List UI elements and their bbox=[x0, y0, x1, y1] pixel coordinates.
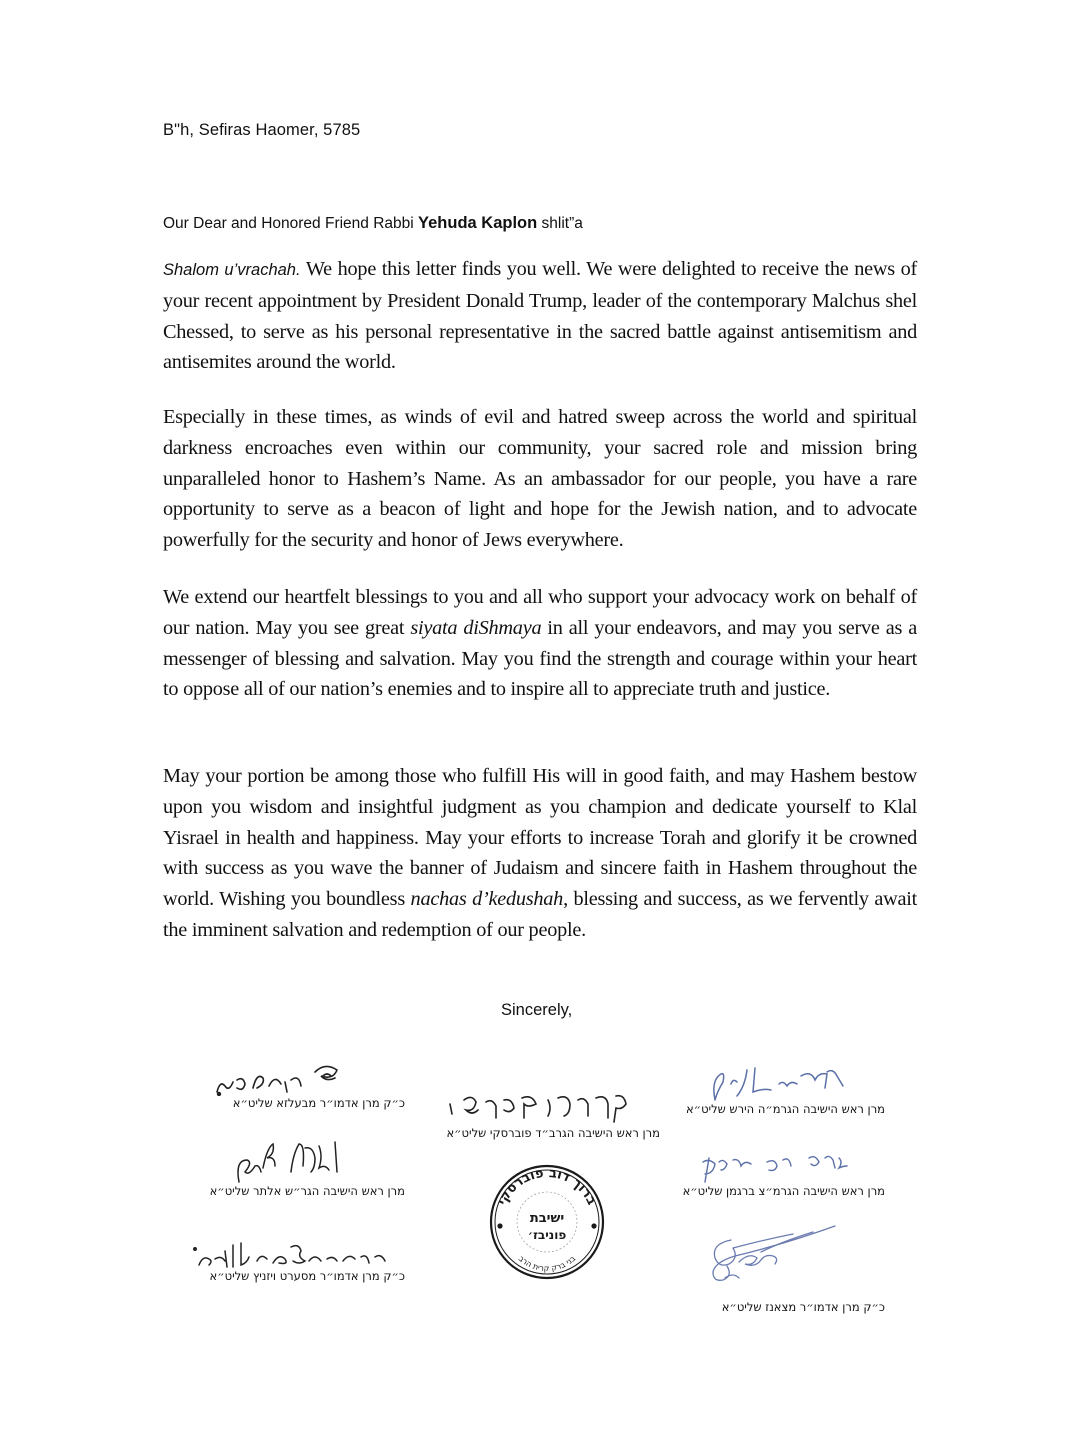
salutation-suffix: shlit”a bbox=[537, 215, 583, 232]
paragraph-text: , blessing and success, as we fervently await the imminent salvation and redemption of our people. bbox=[163, 888, 917, 941]
svg-text:ברוך דוב פוברסקי bbox=[495, 1166, 599, 1208]
closing: Sincerely, bbox=[501, 1001, 573, 1019]
signatory-title: מרן ראש הישיבה הגרמ״ה הירש שליט״א bbox=[685, 1102, 885, 1116]
recipient-name: Yehuda Kaplon bbox=[418, 214, 538, 232]
dateline: B"h, Sefiras Haomer, 5785 bbox=[163, 121, 361, 139]
handwritten-signature bbox=[675, 1218, 885, 1290]
handwritten-signature bbox=[195, 1138, 405, 1184]
seal-graphic bbox=[482, 1160, 612, 1285]
handwritten-signature bbox=[675, 1148, 885, 1184]
salutation bbox=[163, 214, 583, 233]
paragraph-mission: Especially in these times, as winds of evil and hatred sweep across the world and spiritual darkness encroaches even within our community, your sacred role and mission bring unparalleled honor to Hashem’s Name. As an ambassador for our people, you have a rare opportunity to serve as a beacon of light and hope for the Jewish nation, and to advocate powerfully for the security and honor of Jews everywhere. bbox=[163, 406, 917, 552]
signature-block bbox=[185, 1235, 405, 1283]
paragraph-blessings bbox=[163, 582, 917, 705]
handwritten-signature bbox=[675, 1062, 885, 1102]
paragraph-greeting bbox=[163, 254, 917, 378]
signatory-title: מרן ראש הישיבה הגרב״ד פוברסקי שליט״א bbox=[446, 1126, 660, 1140]
signatory-title: מרן ראש הישיבה הגר״ש אלתר שליט״א bbox=[209, 1184, 405, 1198]
greeting-italic: Shalom u’vrachah. bbox=[163, 261, 301, 279]
salutation-prefix: Our Dear and Honored Friend Rabbi bbox=[163, 215, 419, 232]
paragraph-text: We hope this letter finds you well. We were delighted to receive the news of your recent appointment by President Donald Trump, leader of the contemporary Malchus shel Chessed, to serve as his personal representative in the sacred battle against antisemitism and antisemites around the world. bbox=[163, 258, 917, 374]
signatory-title: כ״ק מרן אדמו״ר מסערט ויזניץ שליט״א bbox=[209, 1269, 405, 1283]
handwritten-signature bbox=[195, 1058, 405, 1096]
paragraph-closing-wishes bbox=[163, 761, 917, 946]
seal-center-line-2: פוניבז׳ bbox=[527, 1228, 567, 1242]
handwritten-signature bbox=[185, 1235, 405, 1269]
signature-block bbox=[430, 1090, 660, 1140]
seal-center-line-1: ישיבת bbox=[529, 1211, 565, 1226]
signature-block bbox=[195, 1138, 405, 1198]
italic-phrase: siyata diShmaya bbox=[410, 616, 542, 639]
handwritten-signature bbox=[430, 1090, 660, 1126]
paragraph-text: May your portion be among those who fulfill His will in good faith, and may Hashem bestow upon you wisdom and insightful judgment as you champion and dedicate yourself to Klal Yisrael in health and happiness. May your efforts to increase Torah and glorify it be crowned with success as you wave the banner of Judaism and sincere faith in Hashem throughout the world. Wishing you boundless bbox=[163, 765, 917, 911]
signature-block bbox=[675, 1062, 885, 1116]
italic-phrase: nachas d’kedushah bbox=[410, 888, 564, 911]
seal-bottom-text: בני ברק קרית הרב bbox=[516, 1253, 578, 1274]
seal-ring-text: ברוך דוב פוברסקי bbox=[494, 1165, 599, 1208]
yeshiva-seal-stamp bbox=[482, 1160, 612, 1285]
paragraph-text: in all your endeavors, and may you serve as a messenger of blessing and salvation. May you find the strength and courage within your heart to oppose all of our nation’s enemies and to inspire all to appreciate truth and justice. bbox=[163, 616, 917, 701]
signature-block bbox=[195, 1058, 405, 1110]
signatory-title: כ״ק מרן אדמו״ר מצאנז שליט״א bbox=[721, 1300, 885, 1314]
signature-block bbox=[675, 1218, 885, 1314]
paragraph-text: We extend our heartfelt blessings to you and all who support your advocacy work on behalf of our nation. May you see great bbox=[163, 586, 917, 639]
signatory-title: מרן ראש הישיבה הגרמ״צ ברגמן שליט״א bbox=[682, 1184, 885, 1198]
signatory-title: כ״ק מרן אדמו״ר מבעלזא שליט״א bbox=[232, 1096, 405, 1110]
svg-text:בני ברק קרית הרב bbox=[517, 1254, 578, 1273]
signature-block bbox=[675, 1148, 885, 1198]
